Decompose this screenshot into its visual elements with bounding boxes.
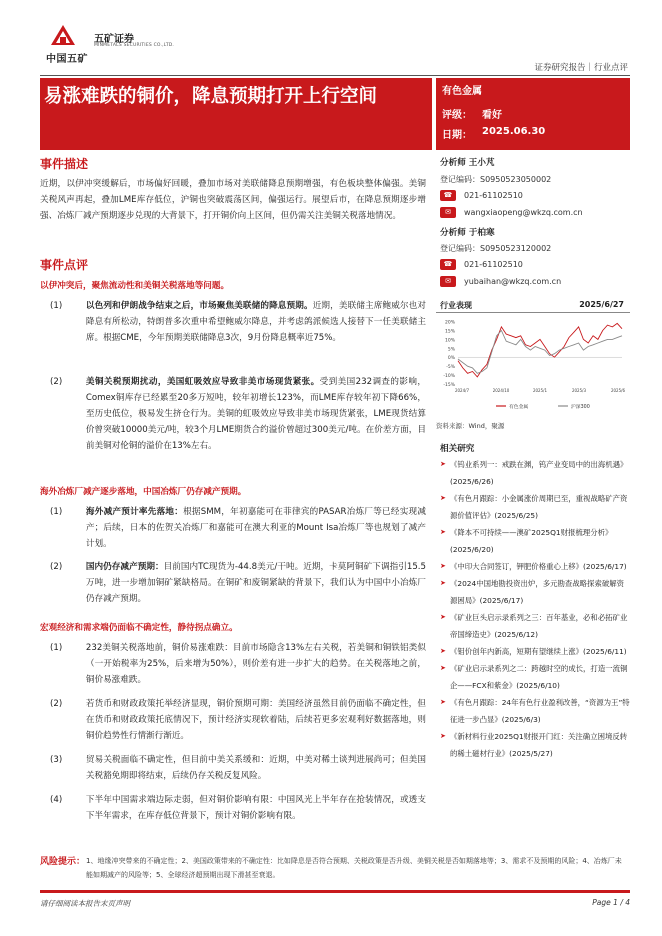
related-item[interactable] [440,609,630,643]
email-icon: ✉ [440,207,456,218]
y-tick-label: -10% [443,374,455,380]
review-item [40,559,426,607]
related-heading: 相关研究 [440,444,475,454]
analyst-phone [440,190,523,201]
related-item-text[interactable]: 《有色月跟踪：小金属涨价周期已至，重视战略矿产资源价值评估》(2025/6/25) [450,494,628,520]
phone-number: 021-61102510 [464,191,523,200]
x-tick-label: 2024/7 [454,388,470,393]
report-type: 证券研究报告｜行业点评 [534,63,628,73]
phone-icon: ☎ [440,190,456,201]
arrow-icon: ➤ [440,647,446,655]
report-title: 易涨难跌的铜价，降息预期打开上行空间 [40,78,432,150]
item-text: 若货币和财政政策托举经济显现，铜价预期可期：美国经济虽然目前仍面临不确定性，但在货币和财政政策托底情况下，预计经济实现软着陆，后续若更多宏观利好数据落地，则铜价趋势性行情渐行渐近。 [85,699,426,741]
y-tick-label: 5% [447,347,455,353]
y-tick-label: 15% [444,329,455,335]
sector-name: 有色金属 [442,86,482,97]
item-bold-lead: 以色列和伊朗战争结束之后，市场聚焦美联储的降息预期。 [85,301,313,311]
related-list [440,456,630,762]
legend-label: 沪深300 [571,405,590,410]
arrow-icon: ➤ [440,579,446,587]
related-item-text[interactable]: 《降本不可持续——澳矿2025Q1财报梳理分析》(2025/6/20) [450,528,613,554]
y-tick-label: 10% [444,338,455,344]
related-item[interactable] [440,558,630,575]
footer-divider [40,890,630,893]
rating-label: 评级： [442,110,472,121]
review-item [40,640,426,688]
arrow-icon: ➤ [440,698,446,706]
item-number: (1) [50,643,63,653]
industry-performance-chart [436,312,630,418]
item-number: (3) [50,755,63,765]
review-item [40,792,426,824]
x-tick-label: 2025/1 [532,388,548,393]
x-tick-label: 2025/6 [610,388,626,393]
item-bold-lead: 海外减产预计率先落地： [85,507,184,517]
series-line-有色金属 [458,323,622,377]
related-item-text[interactable]: 《钼价创年内新高，短期有望继续上涨》(2025/6/11) [450,647,627,656]
chart-title: 行业表现 [440,301,472,310]
review-item [40,298,426,346]
related-item-text[interactable]: 《有色月跟踪：24年有色行业盈利改善，“资源为王”特征进一步凸显》(2025/6/3) [450,698,630,724]
arrow-icon: ➤ [440,460,446,468]
analyst-name: 分析师 于柏寒 [440,228,495,238]
item-text: 近期，美联储主席鲍威尔也对降息有所松动，特朗普多次重申希望鲍威尔降息，并考虑鸽派候选人接替下一任美联储主席。根据CME，今年预期美联储降息3次，9月份降息概率近75%。 [85,301,426,343]
y-tick-label: 0% [447,356,455,362]
review-subheading-2: 海外冶炼厂减产逐步落地，中国冶炼厂仍存减产预期。 [40,487,247,497]
review-item [40,696,426,744]
item-text: 232美铜关税落地前，铜价易涨难跌：目前市场隐含13%左右关税，若美铜和铜铁铝类似（一开始税率为25%，后来增为50%），则价差有进一步扩大的趋势。在关税落地之前，铜价易涨难跌。 [85,643,426,685]
analyst-reg: 登记编码：S0950523120002 [440,244,552,253]
page-number: Page 1 / 4 [592,898,630,907]
series-line-沪深300 [458,331,622,374]
arrow-icon: ➤ [440,732,446,740]
item-number: (1) [50,301,63,311]
email-address[interactable]: wangxiaopeng@wkzq.com.cn [464,208,583,217]
phone-icon: ☎ [440,259,456,270]
related-item[interactable] [440,728,630,762]
date-label: 日期： [442,130,472,141]
item-text: 下半年中国需求端边际走弱，但对铜价影响有限：中国风光上半年存在抢装情况，或透支下半年需求，在库存低位背景下，预计对铜价影响有限。 [85,795,426,821]
analyst-email[interactable] [440,276,561,287]
related-item-text[interactable]: 《2024中国地勘投资出炉，多元勘查战略探索破解资源困局》(2025/6/17) [450,579,625,605]
phone-number: 021-61102510 [464,260,523,269]
securities-name: 五矿证券 [94,34,134,45]
header-divider [40,75,630,76]
item-number: (2) [50,562,63,572]
event-desc-heading: 事件描述 [40,157,89,171]
arrow-icon: ➤ [440,494,446,502]
arrow-icon: ➤ [440,664,446,672]
related-item[interactable] [440,456,630,490]
rating-value: 看好 [482,110,502,121]
item-bold-lead: 国内仍存减产预期： [85,562,164,572]
arrow-icon: ➤ [440,613,446,621]
item-text: 目前国内TC现货为-44.8美元/干吨。近期，卡莫阿铜矿下调指引15.5万吨，进一步增加铜矿紧缺格局。在铜矿和废铜紧缺的背景下，我们认为中国中小冶炼厂仍存减产预期。 [85,562,426,604]
related-item-text[interactable]: 《钨业系列一：戒跌在渊，钨产业变局中的出海机遇》(2025/6/26) [450,460,628,486]
review-item [40,504,426,552]
disclaimer-note: 请仔细阅读本报告末页声明 [40,899,130,908]
item-text: 贸易关税面临不确定性，但目前中美关系缓和：近期，中美对稀土谈判进展尚可；但美国关税豁免期即将结束，后续仍存关税反复风险。 [85,755,426,781]
y-tick-label: 20% [444,320,455,326]
risk-label: 风险提示： [40,857,86,867]
event-desc-text: 近期，以伊冲突缓解后，市场偏好回暖，叠加市场对美联储降息预期增强，有色板块整体偏强。美铜关税风声再起，叠加LME库存低位，沪铜也突破震荡区间，偏强运行。展望后市，在降息预期逐步增强、冶炼厂减产预期逐步兑现的大背景下，打开铜价向上区间，但仍需关注美铜关税落地情况。 [40,179,426,221]
company-logo-icon [50,24,76,46]
x-tick-label: 2025/3 [571,388,587,393]
item-text: 受到美国232调查的影响，Comex铜库存已经累至20多万短吨，较年初增长123%，而LME库存较年初下降66%，至历史低位，极易发生挤仓行为。美铜的虹吸效应导致非美市场现货紧张，LME现货结算价曾突破10000美元/吨，较3个月LME期货合约溢价曾超过300美元/吨。在价差方面，目前美铜对伦铜的溢价在13%左右。 [85,377,426,451]
item-number: (4) [50,795,63,805]
related-item[interactable] [440,660,630,694]
arrow-icon: ➤ [440,562,446,570]
sector-panel [436,78,630,150]
item-number: (2) [50,699,63,709]
risk-text: 1、地缘冲突带来的不确定性；2、美国政策带来的不确定性：比如降息是否符合预期、关税政策是否升级、美铜关税是否如期落地等；3、需求不及预期的风险；4、冶炼厂未能如期减产的风险等；5、全球经济超预期出现下滑甚至衰退。 [86,857,622,879]
related-item-text[interactable]: 《矿业启示录系列之二：跨越时空的成长，打造一流铜企——FCX和紫金》(2025/6/10) [450,664,628,690]
item-bold-lead: 美铜关税预期扰动，美国虹吸效应导致非美市场现货紧张。 [85,377,320,387]
item-text: 根据SMM，年初嘉能可在菲律宾的PASAR冶炼厂等已经实现减产；后续，日本的佐贺关冶炼厂和嘉能可在澳大利亚的Mount Isa冶炼厂等也规划了减产计划。 [85,507,426,549]
related-item[interactable] [440,575,630,609]
related-item-text[interactable]: 《新材料行业2025Q1财报开门红：关注确立困境反转的稀土磁材行业》(2025/5/27) [450,732,628,758]
analyst-reg: 登记编码：S0950523050002 [440,175,552,184]
related-item[interactable] [440,643,630,660]
chart-source: 资料来源：Wind，聚源 [436,422,505,430]
related-item[interactable] [440,524,630,558]
securities-name-en: MINMETALS SECURITIES CO.,LTD. [94,43,175,48]
item-number: (1) [50,507,63,517]
company-name: 中国五矿 [46,54,88,65]
analyst-name: 分析师 王小芃 [440,158,495,168]
analyst-email[interactable] [440,207,583,218]
review-item [40,752,426,784]
arrow-icon: ➤ [440,528,446,536]
legend-label: 有色金属 [509,405,529,410]
x-tick-label: 2024/10 [492,388,510,393]
review-subheading-3: 宏观经济和需求端仍面临不确定性，静待拐点确立。 [40,623,238,633]
analyst-phone [440,259,523,270]
related-item-text[interactable]: 《中印大合同签订，钾肥价格重心上移》(2025/6/17) [450,562,627,571]
review-item [40,374,426,454]
date-value: 2025.06.30 [482,126,546,137]
related-item-text[interactable]: 《矿业巨头启示录系列之三：百年基业，必和必拓矿业帝国缔造史》(2025/6/12) [450,613,628,639]
event-review-heading: 事件点评 [40,258,89,272]
y-tick-label: -15% [443,383,455,388]
email-address[interactable]: yubaihan@wkzq.com.cn [464,277,562,286]
review-subheading-1: 以伊冲突后，聚焦流动性和美铜关税落地等问题。 [40,281,230,291]
item-number: (2) [50,377,63,387]
email-icon: ✉ [440,276,456,287]
related-item[interactable] [440,694,630,728]
chart-date: 2025/6/27 [579,300,624,309]
y-tick-label: -5% [446,365,455,371]
related-item[interactable] [440,490,630,524]
